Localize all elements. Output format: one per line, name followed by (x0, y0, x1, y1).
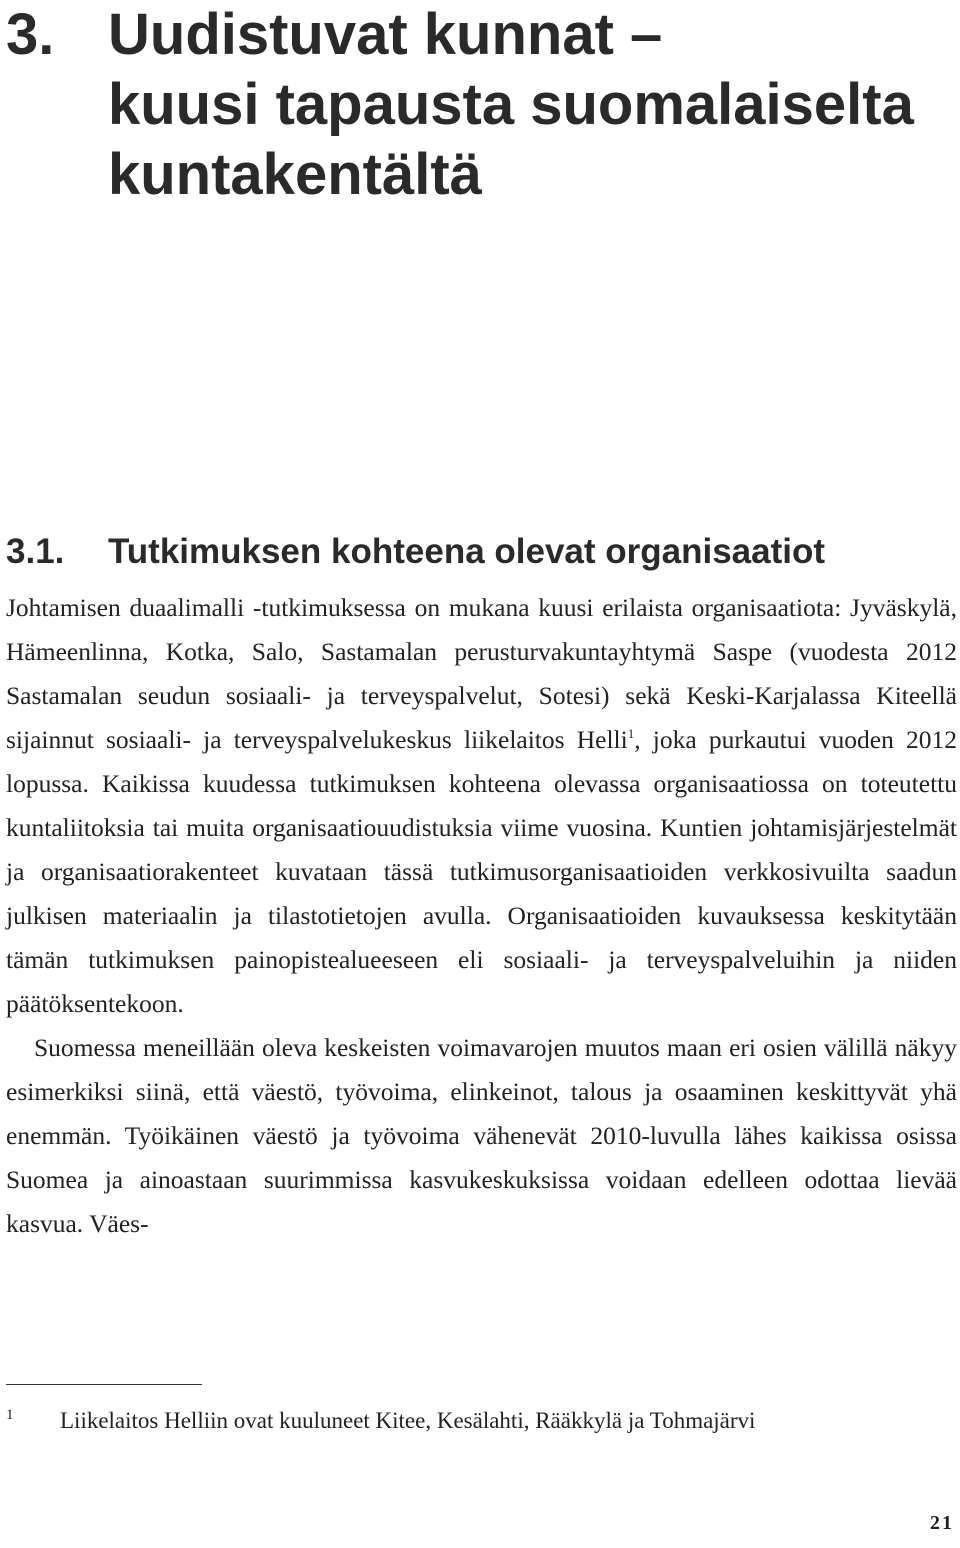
paragraph-2: Suomessa meneillään oleva keskeisten voimavarojen muutos maan eri osien välillä näkyy esimerkiksi siinä, että väestö, työvoima, elinkeinot, talous ja osaaminen keskittyvät yhä enemmän. Työikäinen väestö ja työvoima vähenevät 2010-luvulla lähes kaikissa osissa Suomea ja ainoastaan suurimmissa kasvukeskuksissa voidaan edelleen odottaa lievää kasvua. Väes- (6, 1033, 957, 1238)
paragraph-1-part-a: Johtamisen duaalimalli -tutkimuksessa on mukana kuusi erilaista organisaatiota: Jyväskylä, Hämeenlinna, Kotka, Salo, Sastamalan perusturvakuntayhtymä Saspe (vuodesta 2012 Sastamalan seudun sosiaali- ja terveyspalvelut, Sotesi) sekä Keski-Karjalassa Kiteellä sijainnut sosiaali- ja terveyspalvelukeskus liikelaitos Helli (6, 593, 957, 754)
footnote-divider (6, 1384, 202, 1385)
chapter-title: Uudistuvat kunnat – kuusi tapausta suomalaiselta kuntakentältä (108, 2, 914, 207)
section-title: Tutkimuksen kohteena olevat organisaatiot (108, 532, 826, 571)
paragraph-1 (6, 586, 957, 1026)
body-text (6, 586, 957, 1246)
chapter-number: 3. (6, 2, 55, 67)
footnote-text: Liikelaitos Helliin ovat kuuluneet Kitee, Kesälahti, Rääkkylä ja Tohmajärvi (60, 1408, 756, 1433)
section-number: 3.1. (6, 532, 65, 571)
page-number: 21 (930, 1512, 954, 1534)
paragraph-1-part-b: , joka purkautui vuoden 2012 lopussa. Kaikissa kuudessa tutkimuksen kohteena olevassa organisaatiossa on toteutettu kuntaliitoksia tai muita organisaatiouudistuksia viime vuosina. Kuntien johtamisjärjestelmät ja organisaatiorakenteet kuvataan tässä tutkimusorganisaatioiden verkkosivuilta saadun julkisen materiaalin ja tilastotietojen avulla. Organisaatioiden kuvauksessa keskitytään tämän tutkimuksen painopistealueeseen eli sosiaali- ja terveyspalveluihin ja niiden päätöksentekoon. (6, 725, 957, 1018)
footnote-reference[interactable]: 1 (627, 726, 635, 741)
footnote-mark: 1 (6, 1407, 14, 1423)
